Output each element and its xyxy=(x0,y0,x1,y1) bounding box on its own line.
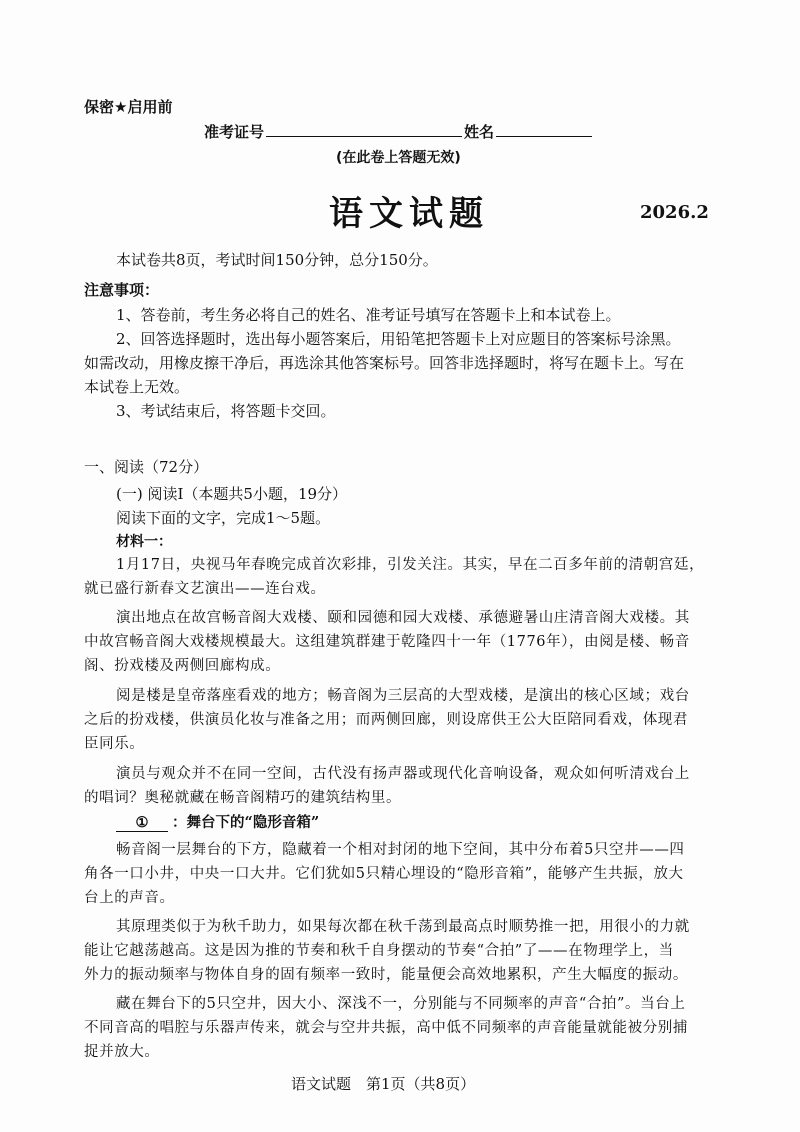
notice-item: 如需改动，用橡皮擦干净后，再选涂其他答案标号。回答非选择题时，将写在题卡上。写在 xyxy=(84,354,685,372)
id-name-line xyxy=(204,121,592,142)
section-title: 一、阅读（72分） xyxy=(84,458,209,476)
intro-text: 本试卷共8页，考试时间150分钟，总分150分。 xyxy=(116,251,438,269)
notice-item: 本试卷上无效。 xyxy=(84,378,190,396)
exam-date: 2026.2 xyxy=(640,202,709,223)
page-title: 语文试题 xyxy=(329,194,489,234)
paragraph-line: 1月17日，央视马年春晚完成首次彩排，引发关注。其实，早在二百多年前的清朝宫廷， xyxy=(116,557,705,573)
reading-prompt: 阅读下面的文字，完成1～5题。 xyxy=(116,509,331,527)
paragraph-line: 藏在舞台下的5只空井，因大小、深浅不一，分别能与不同频率的声音“合拍”。当台上 xyxy=(116,996,686,1012)
notice-item: 3、考试结束后，将答题卡交回。 xyxy=(116,402,336,420)
material-label: 材料一： xyxy=(116,534,172,550)
paragraph-line: 演出地点在故宫畅音阁大戏楼、颐和园德和园大戏楼、承德避暑山庄清音阁大戏楼。其 xyxy=(116,610,690,626)
paragraph-line: 中故宫畅音阁大戏楼规模最大。这组建筑群建于乾隆四十一年（1776年），由阅是楼、畅音 xyxy=(84,634,690,650)
paragraph-line: 不同音高的唱腔与乐器声传来，就会与空井共振，高中低不同频率的声音能量就能被分别捕 xyxy=(84,1020,688,1036)
invalid-note: (在此卷上答题无效) xyxy=(336,150,461,166)
paragraph-line: 之后的扮戏楼，供演员化妆与准备之用；而两侧回廊，则设席供王公大臣陪同看戏，体现君 xyxy=(84,712,688,728)
page-footer: 语文试题 第1页（共8页） xyxy=(291,1075,476,1093)
paragraph-line: 台上的声音。 xyxy=(84,890,175,906)
subheading xyxy=(116,811,319,832)
id-label: 准考证号 xyxy=(204,123,265,141)
id-blank xyxy=(266,122,462,137)
paragraph-line: 演员与观众并不在同一空间，古代没有扬声器或现代化音响设备，观众如何听清戏台上 xyxy=(116,766,690,782)
name-blank xyxy=(496,122,592,137)
notice-item: 2、回答选择题时，选出每小题答案后，用铅笔把答题卡上对应题目的答案标号涂黑。 xyxy=(116,330,681,348)
answer-blank-marker: ① xyxy=(116,814,168,832)
name-label: 姓名 xyxy=(464,123,495,141)
paragraph-line: 其原理类似于为秋千助力，如果每次都在秋千荡到最高点时顺势推一把，用很小的力就 xyxy=(116,919,690,935)
confidential-label: 保密★启用前 xyxy=(84,98,173,116)
section-subtitle: (一) 阅读I（本题共5小题，19分） xyxy=(116,485,348,503)
notice-item: 1、答卷前，考生务必将自己的姓名、准考证号填写在答题卡上和本试卷上。 xyxy=(116,306,621,324)
subheading-text: ：舞台下的“隐形音箱” xyxy=(172,814,320,831)
paragraph-line: 外力的振动频率与物体自身的固有频率一致时，能量便会高效地累积，产生大幅度的振动。 xyxy=(84,967,688,983)
paragraph-line: 能让它越荡越高。这是因为推的节奏和秋千自身摆动的节奏“合拍”了——在物理学上，当 xyxy=(84,943,674,959)
paragraph-line: 畅音阁一层舞台的下方，隐藏着一个相对封闭的地下空间，其中分布着5只空井——四 xyxy=(116,842,685,858)
notice-heading: 注意事项： xyxy=(84,281,160,299)
paragraph-line: 阅是楼是皇帝落座看戏的地方；畅音阁为三层高的大型戏楼，是演出的核心区域；戏台 xyxy=(116,688,690,704)
paragraph-line: 的唱词？奥秘就藏在畅音阁精巧的建筑结构里。 xyxy=(84,790,402,806)
paragraph-line: 就已盛行新春文艺演出——连台戏。 xyxy=(84,581,326,597)
paragraph-line: 角各一口小井，中央一口大井。它们犹如5只精心埋设的“隐形音箱”，能够产生共振，放大 xyxy=(84,866,684,882)
paragraph-line: 阁、扮戏楼及两侧回廊构成。 xyxy=(84,658,281,674)
paragraph-line: 捉并放大。 xyxy=(84,1044,160,1060)
paragraph-line: 臣同乐。 xyxy=(84,736,145,752)
